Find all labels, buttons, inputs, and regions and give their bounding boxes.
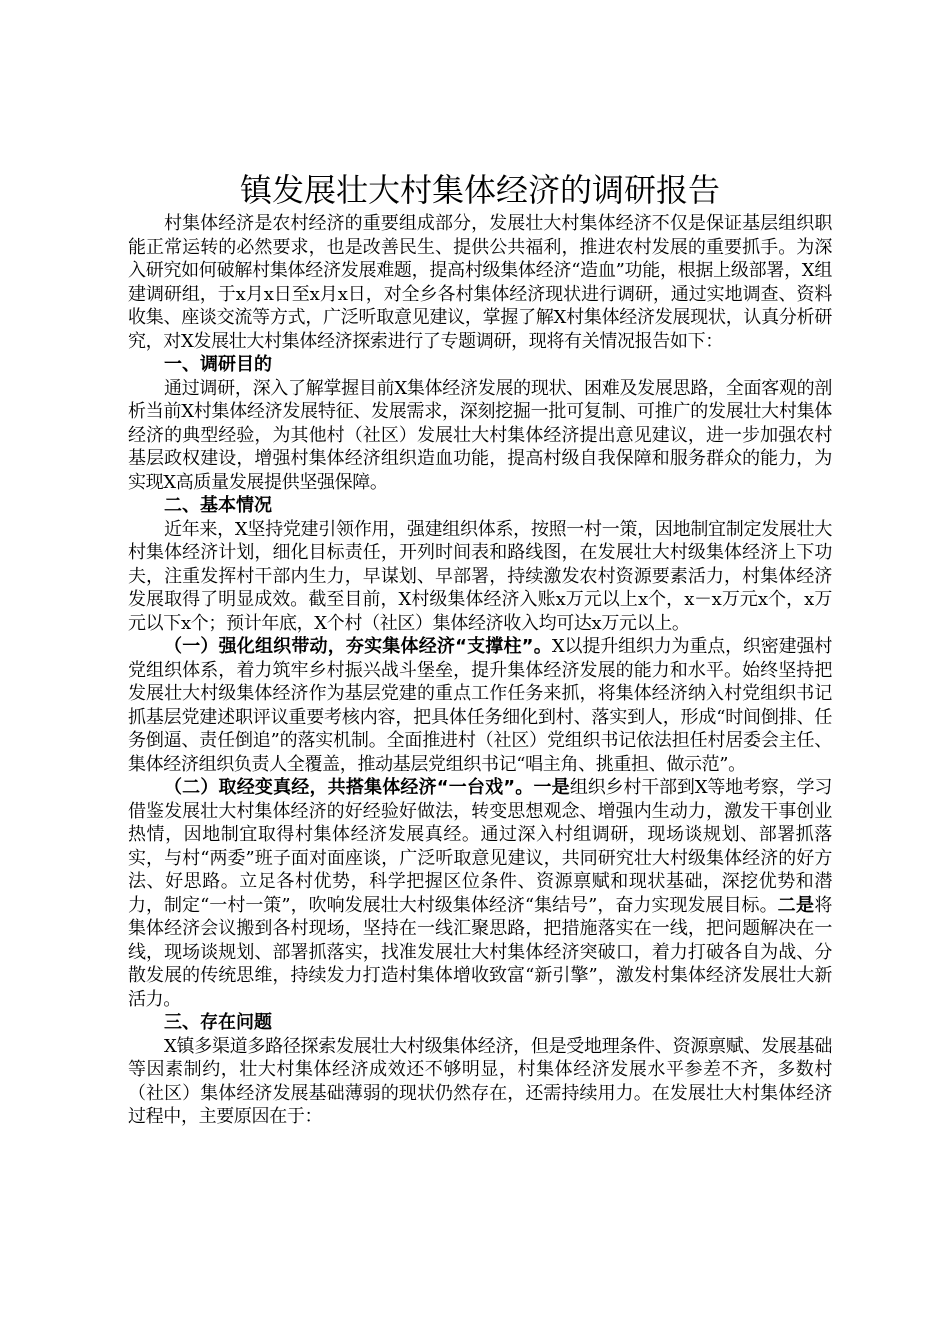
item-2-lead: （二）取经变真经，共搭集体经济“一台戏”。 xyxy=(164,777,534,798)
intro-paragraph: 村集体经济是农村经济的重要组成部分，发展壮大村集体经济不仅是保证基层组织职能正常运转的必然要求，也是改善民生、提供公共福利，推进农村发展的重要抓手。为深入研究如何破解村集体经济发展难题，提高村级集体经济“造血”功能，根据上级部署，X组建调研组，于x月x日至x月x日，对全乡各村集体经济现状进行调研，通过实地调查、资料收集、座谈交流等方式，广泛听取意见建议，掌握了解X村集体经济发展现状，认真分析研究，对X发展壮大村集体经济探索进行了专题调研，现将有关情况报告如下： xyxy=(128,213,832,352)
item-2-second-body: 将集体经济会议搬到各村现场，坚持在一线汇聚思路，把措施落实在一线，把问题解决在一线，现场谈规划、部署抓落实，找准发展壮大村集体经济突破口，着力打破各自为战、分散发展的传统思维，持续发力打造村集体增收致富“新引擎”，激发村集体经济发展壮大新活力。 xyxy=(128,894,832,1010)
section-3-body: X镇多渠道多路径探索发展壮大村级集体经济，但是受地理条件、资源禀赋、发展基础等因素制约，壮大村集体经济成效还不够明显，村集体经济发展水平参差不齐，多数村（社区）集体经济发展基础薄弱的现状仍然存在，还需持续用力。在发展壮大村集体经济过程中，主要原因在于： xyxy=(128,1035,832,1127)
item-2-first-body: 组织乡村干部到X等地考察，学习借鉴发展壮大村集体经济的好经验好做法，转变思想观念、增强内生动力，激发干事创业热情，因地制宜取得村集体经济发展真经。通过深入村组调研，现场谈规划、部署抓落实，与村“两委”班子面对面座谈，广泛听取意见建议，共同研究壮大村级集体经济的好方法、好思路。立足各村优势，科学把握区位条件、资源禀赋和现状基础，深挖优势和潜力，制定“一村一策”，吹响发展壮大村级集体经济“集结号”，奋力实现发展目标。 xyxy=(128,777,832,916)
document-title: 镇发展壮大村集体经济的调研报告 xyxy=(239,171,720,209)
item-1-lead: （一）强化组织带动，夯实集体经济“支撑柱”。 xyxy=(164,636,552,657)
item-2-first-label: 一是 xyxy=(533,777,570,798)
item-2-second-label: 二是 xyxy=(777,894,815,916)
section-3-heading: 三、存在问题 xyxy=(164,1012,272,1033)
item-1-body: X以提升组织力为重点，织密建强村党组织体系，着力筑牢乡村振兴战斗堡垒，提升集体经济发展的能力和水平。始终坚持把发展壮大村级集体经济作为基层党建的重点工作任务来抓，将集体经济纳入村党组织书记抓基层党建述职评议重要考核内容，把具体任务细化到村、落实到人，形成“时间倒排、任务倒逼、责任倒追”的落实机制。全面推进村（社区）党组织书记依法担任村居委会主任、集体经济组织负责人全覆盖，推动基层党组织书记“唱主角、挑重担、做示范”。 xyxy=(128,636,832,775)
section-2-item-1 xyxy=(128,635,832,776)
section-1-heading: 一、调研目的 xyxy=(164,354,272,375)
document-page xyxy=(128,168,832,1129)
section-1-body: 通过调研，深入了解掌握目前X集体经济发展的现状、困难及发展思路，全面客观的剖析当前X村集体经济发展特征、发展需求，深刻挖掘一批可复制、可推广的发展壮大村集体经济的典型经验，为其他村（社区）发展壮大村集体经济提出意见建议，进一步加强农村基层政权建设，增强村集体经济组织造血功能，提高村级自我保障和服务群众的能力，为实现X高质量发展提供坚强保障。 xyxy=(128,377,832,493)
section-2-heading: 二、基本情况 xyxy=(164,495,272,516)
section-2-item-2 xyxy=(128,776,832,1011)
section-2-body: 近年来，X坚持党建引领作用，强建组织体系，按照一村一策，因地制宜制定发展壮大村集体经济计划，细化目标责任，开列时间表和路线图，在发展壮大村级集体经济上下功夫，注重发挥村干部内生力，早谋划、早部署，持续激发农村资源要素活力，村集体经济发展取得了明显成效。截至目前，X村级集体经济入账x万元以上x个，x－x万元x个，x万元以下x个；预计年底，X个村（社区）集体经济收入均可达x万元以上。 xyxy=(128,518,832,634)
